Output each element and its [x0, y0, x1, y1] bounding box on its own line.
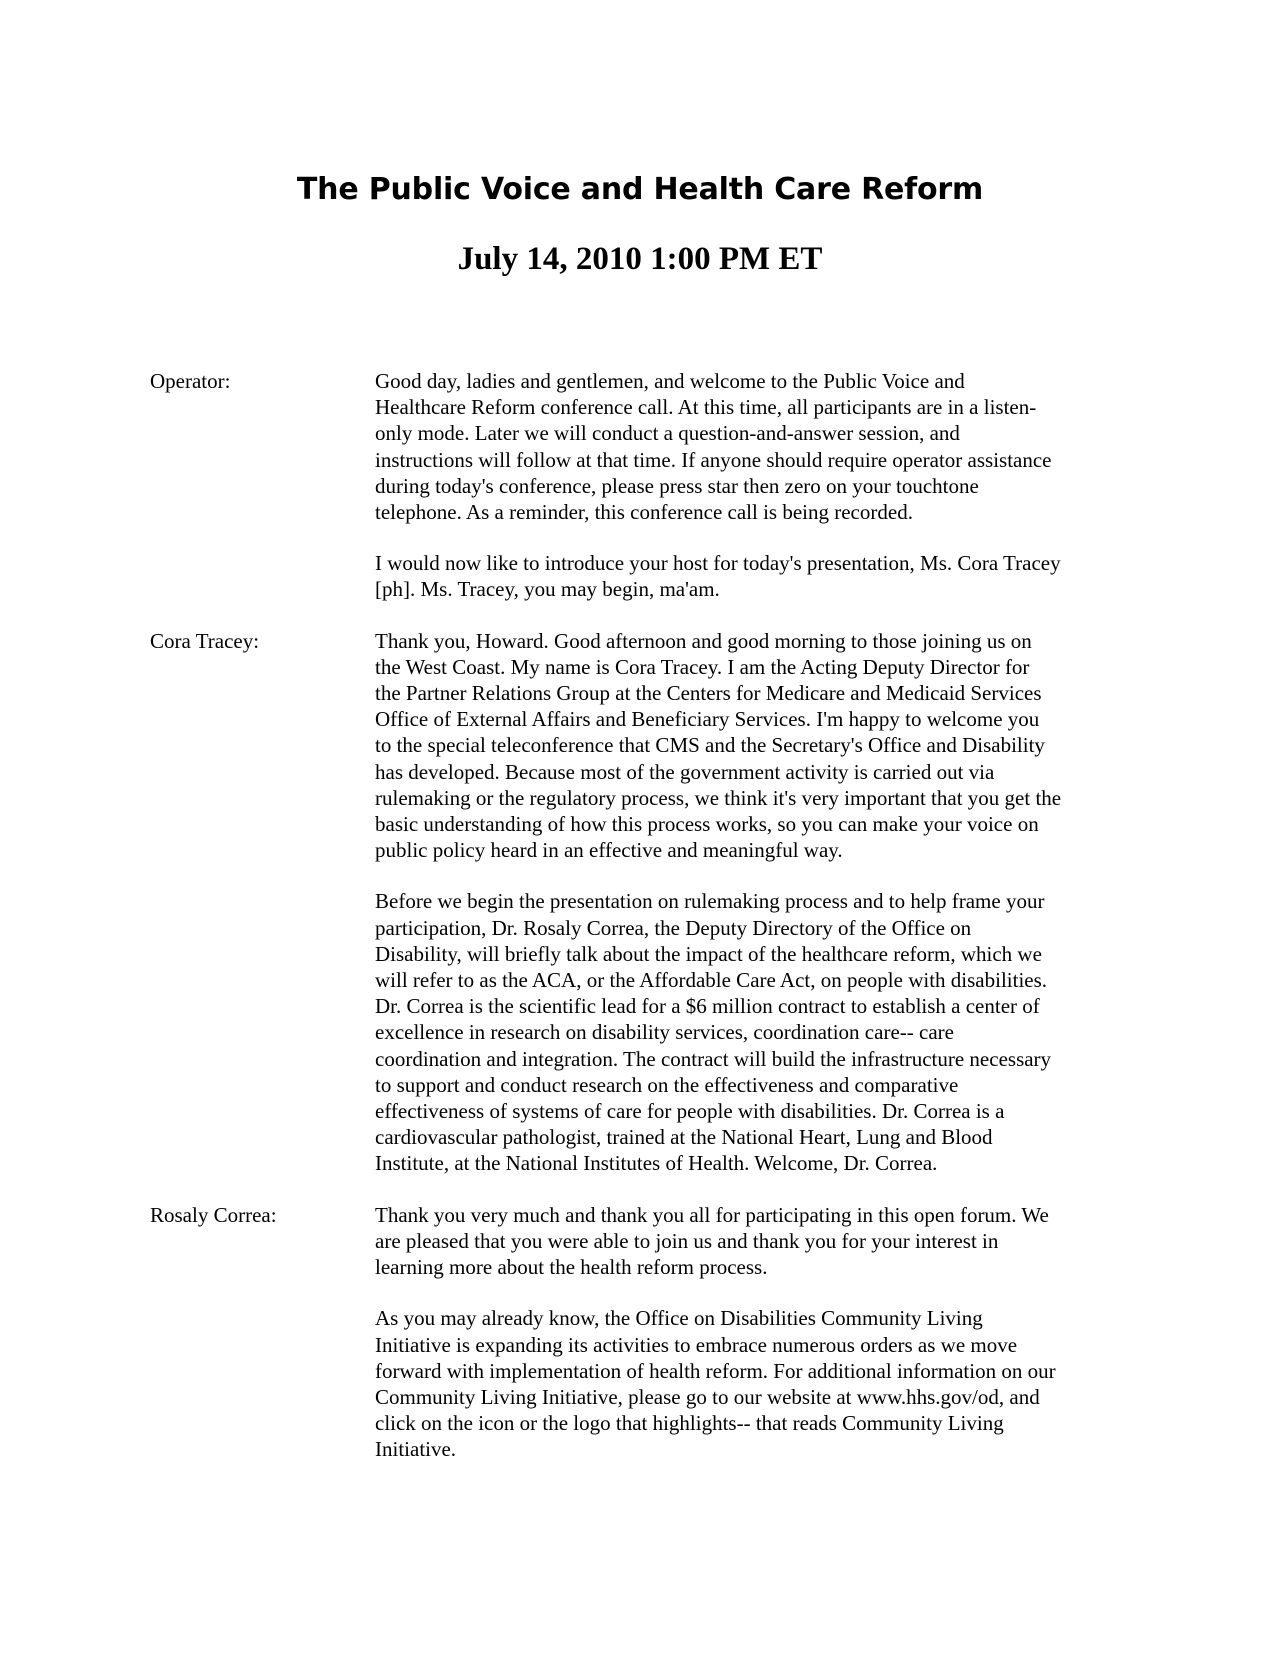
- speech-paragraph: [375, 368, 1140, 525]
- speech-paragraph: [375, 628, 1140, 864]
- text-line: are pleased that you were able to join us and thank you for your interest in: [375, 1228, 999, 1253]
- text-line: will refer to as the ACA, or the Affordable Care Act, on people with disabilities.: [375, 968, 1048, 993]
- speech-paragraph: [375, 1305, 1140, 1462]
- transcript: [150, 368, 1140, 1488]
- text-line: Before we begin the presentation on rulemaking process and to help frame your: [375, 889, 1045, 914]
- text-line: public policy heard in an effective and meaningful way.: [375, 838, 843, 863]
- text-line: telephone. As a reminder, this conference call is being recorded.: [375, 500, 913, 525]
- text-line: learning more about the health reform process.: [375, 1255, 768, 1280]
- text-line: Office of External Affairs and Beneficiary Services. I'm happy to welcome you: [375, 707, 1040, 732]
- text-line: to the special teleconference that CMS and the Secretary's Office and Disability: [375, 733, 1045, 758]
- text-line: Dr. Correa is the scientific lead for a $6 million contract to establish a center of: [375, 994, 1040, 1019]
- text-line: excellence in research on disability services, coordination care-- care: [375, 1020, 954, 1045]
- text-line: Thank you, Howard. Good afternoon and good morning to those joining us on: [375, 628, 1032, 653]
- text-line: Healthcare Reform conference call. At this time, all participants are in a listen-: [375, 395, 1037, 420]
- text-line: participation, Dr. Rosaly Correa, the Deputy Directory of the Office on: [375, 915, 972, 940]
- text-line: effectiveness of systems of care for people with disabilities. Dr. Correa is a: [375, 1099, 1005, 1124]
- text-line: the Partner Relations Group at the Centers for Medicare and Medicaid Services: [375, 681, 1042, 706]
- text-line: the West Coast. My name is Cora Tracey. I am the Acting Deputy Director for: [375, 654, 1030, 679]
- transcript-entry: [150, 1202, 1140, 1488]
- speech-block: [375, 1202, 1140, 1488]
- text-line: has developed. Because most of the government activity is carried out via: [375, 759, 995, 784]
- speaker-label: Cora Tracey:: [150, 628, 260, 653]
- text-line: Thank you very much and thank you all for participating in this open forum. We: [375, 1202, 1049, 1227]
- speaker-label: Rosaly Correa:: [150, 1202, 277, 1227]
- transcript-entry: [150, 368, 1140, 628]
- document-date: July 14, 2010 1:00 PM ET: [457, 241, 823, 277]
- text-line: basic understanding of how this process works, so you can make your voice on: [375, 812, 1039, 837]
- text-line: Initiative is expanding its activities to embrace numerous orders as we move: [375, 1332, 1018, 1357]
- text-line: forward with implementation of health reform. For additional information on our: [375, 1358, 1056, 1383]
- text-line: click on the icon or the logo that highlights-- that reads Community Living: [375, 1411, 1004, 1436]
- speech-block: [375, 628, 1140, 1202]
- text-line: Community Living Initiative, please go to our website at www.hhs.gov/od, and: [375, 1384, 1040, 1409]
- speech-block: [375, 368, 1140, 628]
- transcript-entry: [150, 628, 1140, 1202]
- text-line: during today's conference, please press star then zero on your touchtone: [375, 473, 979, 498]
- text-line: [ph]. Ms. Tracey, you may begin, ma'am.: [375, 577, 720, 602]
- speech-paragraph: [375, 888, 1140, 1176]
- text-line: As you may already know, the Office on Disabilities Community Living: [375, 1306, 983, 1331]
- text-line: rulemaking or the regulatory process, we think it's very important that you get the: [375, 785, 1062, 810]
- speech-paragraph: [375, 550, 1140, 602]
- speech-paragraph: [375, 1202, 1140, 1281]
- text-line: Good day, ladies and gentlemen, and welcome to the Public Voice and: [375, 369, 965, 393]
- text-line: Institute, at the National Institutes of Health. Welcome, Dr. Correa.: [375, 1151, 938, 1176]
- text-line: instructions will follow at that time. If anyone should require operator assistance: [375, 447, 1052, 472]
- speaker-label: Operator:: [150, 369, 231, 393]
- text-line: Initiative.: [375, 1437, 457, 1462]
- text-line: Disability, will briefly talk about the impact of the healthcare reform, which we: [375, 941, 1042, 966]
- text-line: only mode. Later we will conduct a question-and-answer session, and: [375, 421, 960, 446]
- text-line: I would now like to introduce your host for today's presentation, Ms. Cora Tracey: [375, 551, 1061, 576]
- document-title: The Public Voice and Health Care Reform: [296, 172, 984, 207]
- text-line: to support and conduct research on the effectiveness and comparative: [375, 1072, 959, 1097]
- text-line: cardiovascular pathologist, trained at the National Heart, Lung and Blood: [375, 1125, 993, 1150]
- text-line: coordination and integration. The contract will build the infrastructure necessary: [375, 1046, 1052, 1071]
